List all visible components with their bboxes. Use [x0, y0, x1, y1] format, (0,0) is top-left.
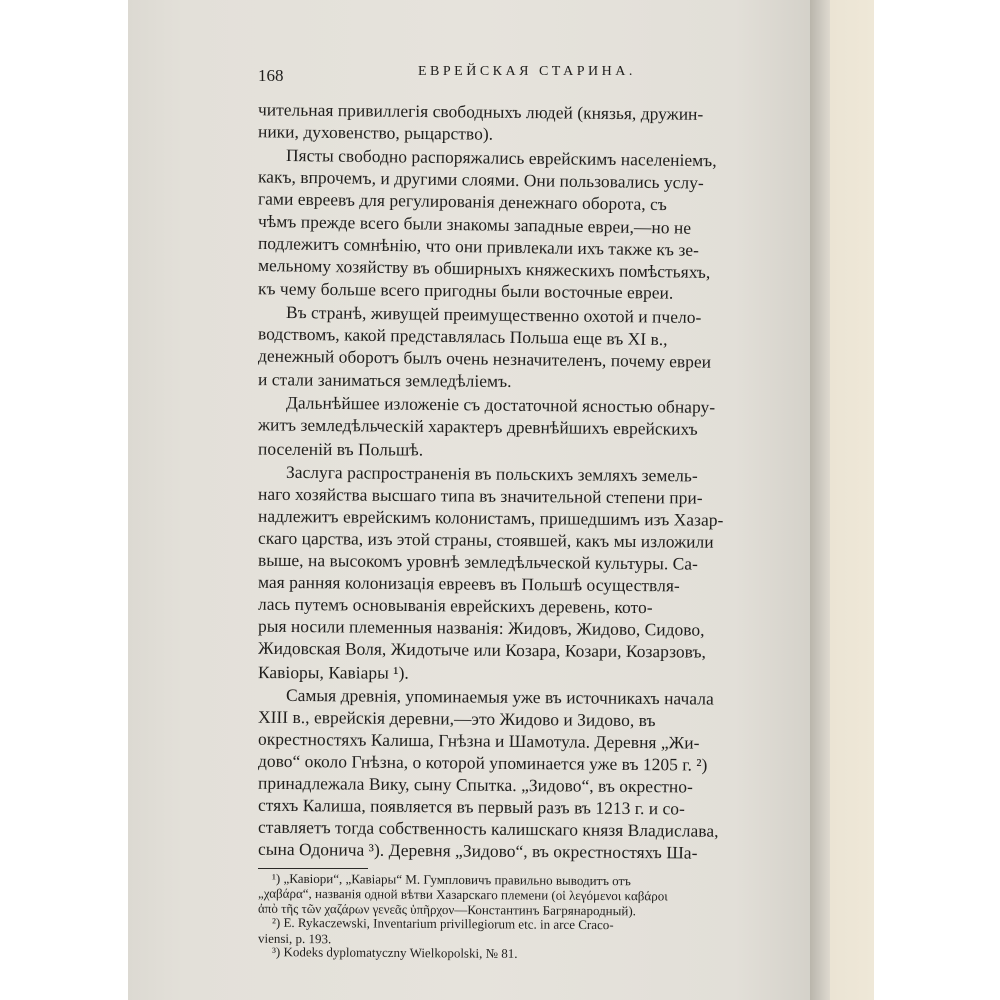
text-line: Кавіоры, Кавіары ¹).	[257, 661, 409, 683]
text-line: XIII в., еврейскія деревни,—это Жидово и Зидово, въ	[257, 706, 656, 730]
text-line: рыя носили племенныя названія: Жидовъ, Жидово, Сидово,	[257, 616, 705, 640]
text-line: Заслуга распространенія въ польскихъ земляхъ земель-	[285, 461, 698, 486]
footnote-separator	[258, 868, 368, 869]
running-title: ЕВРЕЙСКАЯ СТАРИНА.	[418, 64, 636, 79]
text-line: Дальнѣйшее изложеніе съ достаточной ясностью обнару-	[285, 392, 716, 418]
text-line: Въ странѣ, живущей преимущественно охотой и пчело-	[285, 301, 702, 327]
text-line: водствомъ, какой представлялась Польша еще въ XI в.,	[257, 323, 668, 350]
text-line: сына Одонича ³). Деревня „Зидово“, въ окрестностяхъ Ша-	[257, 839, 698, 863]
text-line: лась путемъ основыванія еврейскихъ деревень, кото-	[257, 593, 653, 618]
text-line: Пясты свободно распоряжались еврейскимъ населеніемъ,	[285, 145, 717, 171]
text-line: принадлежала Вику, сыну Спытка. „Зидово“, въ окрестно-	[257, 772, 694, 797]
text-line: мельному хозяйству въ обширныхъ княжескихъ помѣстьяхъ,	[257, 254, 711, 282]
text-line: ники, духовенство, рыцарство).	[257, 121, 494, 144]
text-line: какъ, впрочемъ, и другими слоями. Они пользовались услу-	[257, 166, 704, 193]
text-line: окрестностяхъ Калиша, Гнѣзна и Шамотула. Деревня „Жи-	[257, 728, 700, 753]
footnote-line: ¹) „Кавіори“, „Кавіары“ М. Гумпловичъ правильно выводитъ отъ	[271, 871, 632, 889]
text-line: Самыя древнія, упоминаемыя уже въ источникахъ начала	[285, 684, 714, 709]
text-line: наго хозяйства высшаго типа въ значительной степени при-	[257, 483, 703, 508]
text-line: дово“ около Гнѣзна, о которой упоминается уже въ 1205 г. ²)	[257, 750, 708, 775]
footnote-line: ἀπὸ τῆς τῶν χαζάρων γενεᾶς ὑπῆρχον—Константинъ Багрянародный).	[257, 900, 637, 918]
page-number: 168	[258, 66, 284, 85]
footnote-line: „χαβάρα“, названія одной вѣтви Хазарскаго племени (οἱ λεγόμενοι καβάροι	[257, 885, 668, 904]
text-line: выше, на высокомъ уровнѣ земледѣльческой культуры. Са-	[257, 549, 699, 574]
text-line: гами евреевъ для регулированія денежнаго оборота, съ	[257, 188, 668, 215]
text-line: Жидовская Воля, Жидотыче или Козара, Козари, Козарзовъ,	[257, 638, 707, 663]
book-gutter	[810, 0, 830, 1000]
footnote-line: ²) E. Rykaczewski, Inventarium privillegiorum etc. in arce Craco-	[271, 914, 614, 933]
text-line: мая ранняя колонизація евреевъ въ Польшѣ осуществля-	[257, 571, 680, 596]
text-line: стяхъ Калиша, появляется въ первый разъ въ 1213 г. и со-	[257, 794, 685, 819]
footnote-line: viensi, p. 193.	[257, 930, 332, 946]
text-line: поселеній въ Польшѣ.	[257, 438, 424, 459]
facing-page-edge	[830, 0, 874, 1000]
text-line: надлежитъ еврейскимъ колонистамъ, пришедшимъ изъ Хазар-	[257, 505, 724, 530]
text-line: къ чему больше всего пригодны были восточные евреи.	[257, 278, 674, 303]
text-line: чѣмъ прежде всего были знакомы западные евреи,—но не	[257, 210, 692, 238]
text-line: ставляетъ тогда собственность калишскаго князя Владислава,	[257, 816, 719, 841]
text-line: подлежитъ сомнѣнію, что они привлекали ихъ также къ зе-	[257, 232, 700, 260]
footnote-line: ³) Kodeks dyplomatyczny Wielkopolski, № 81.	[271, 944, 518, 962]
text-line: скаго царства, изъ этой страны, стоявшей, какъ мы изложили	[257, 527, 714, 552]
text-line: денежный оборотъ былъ очень незначителенъ, почему евреи	[257, 345, 712, 372]
text-line: и стали заниматься земледѣліемъ.	[257, 369, 512, 392]
text-line: житъ земледѣльческій характеръ древнѣйшихъ еврейскихъ	[257, 414, 698, 440]
text-line: чительная привиллегія свободныхъ людей (князья, дружин-	[257, 99, 704, 124]
